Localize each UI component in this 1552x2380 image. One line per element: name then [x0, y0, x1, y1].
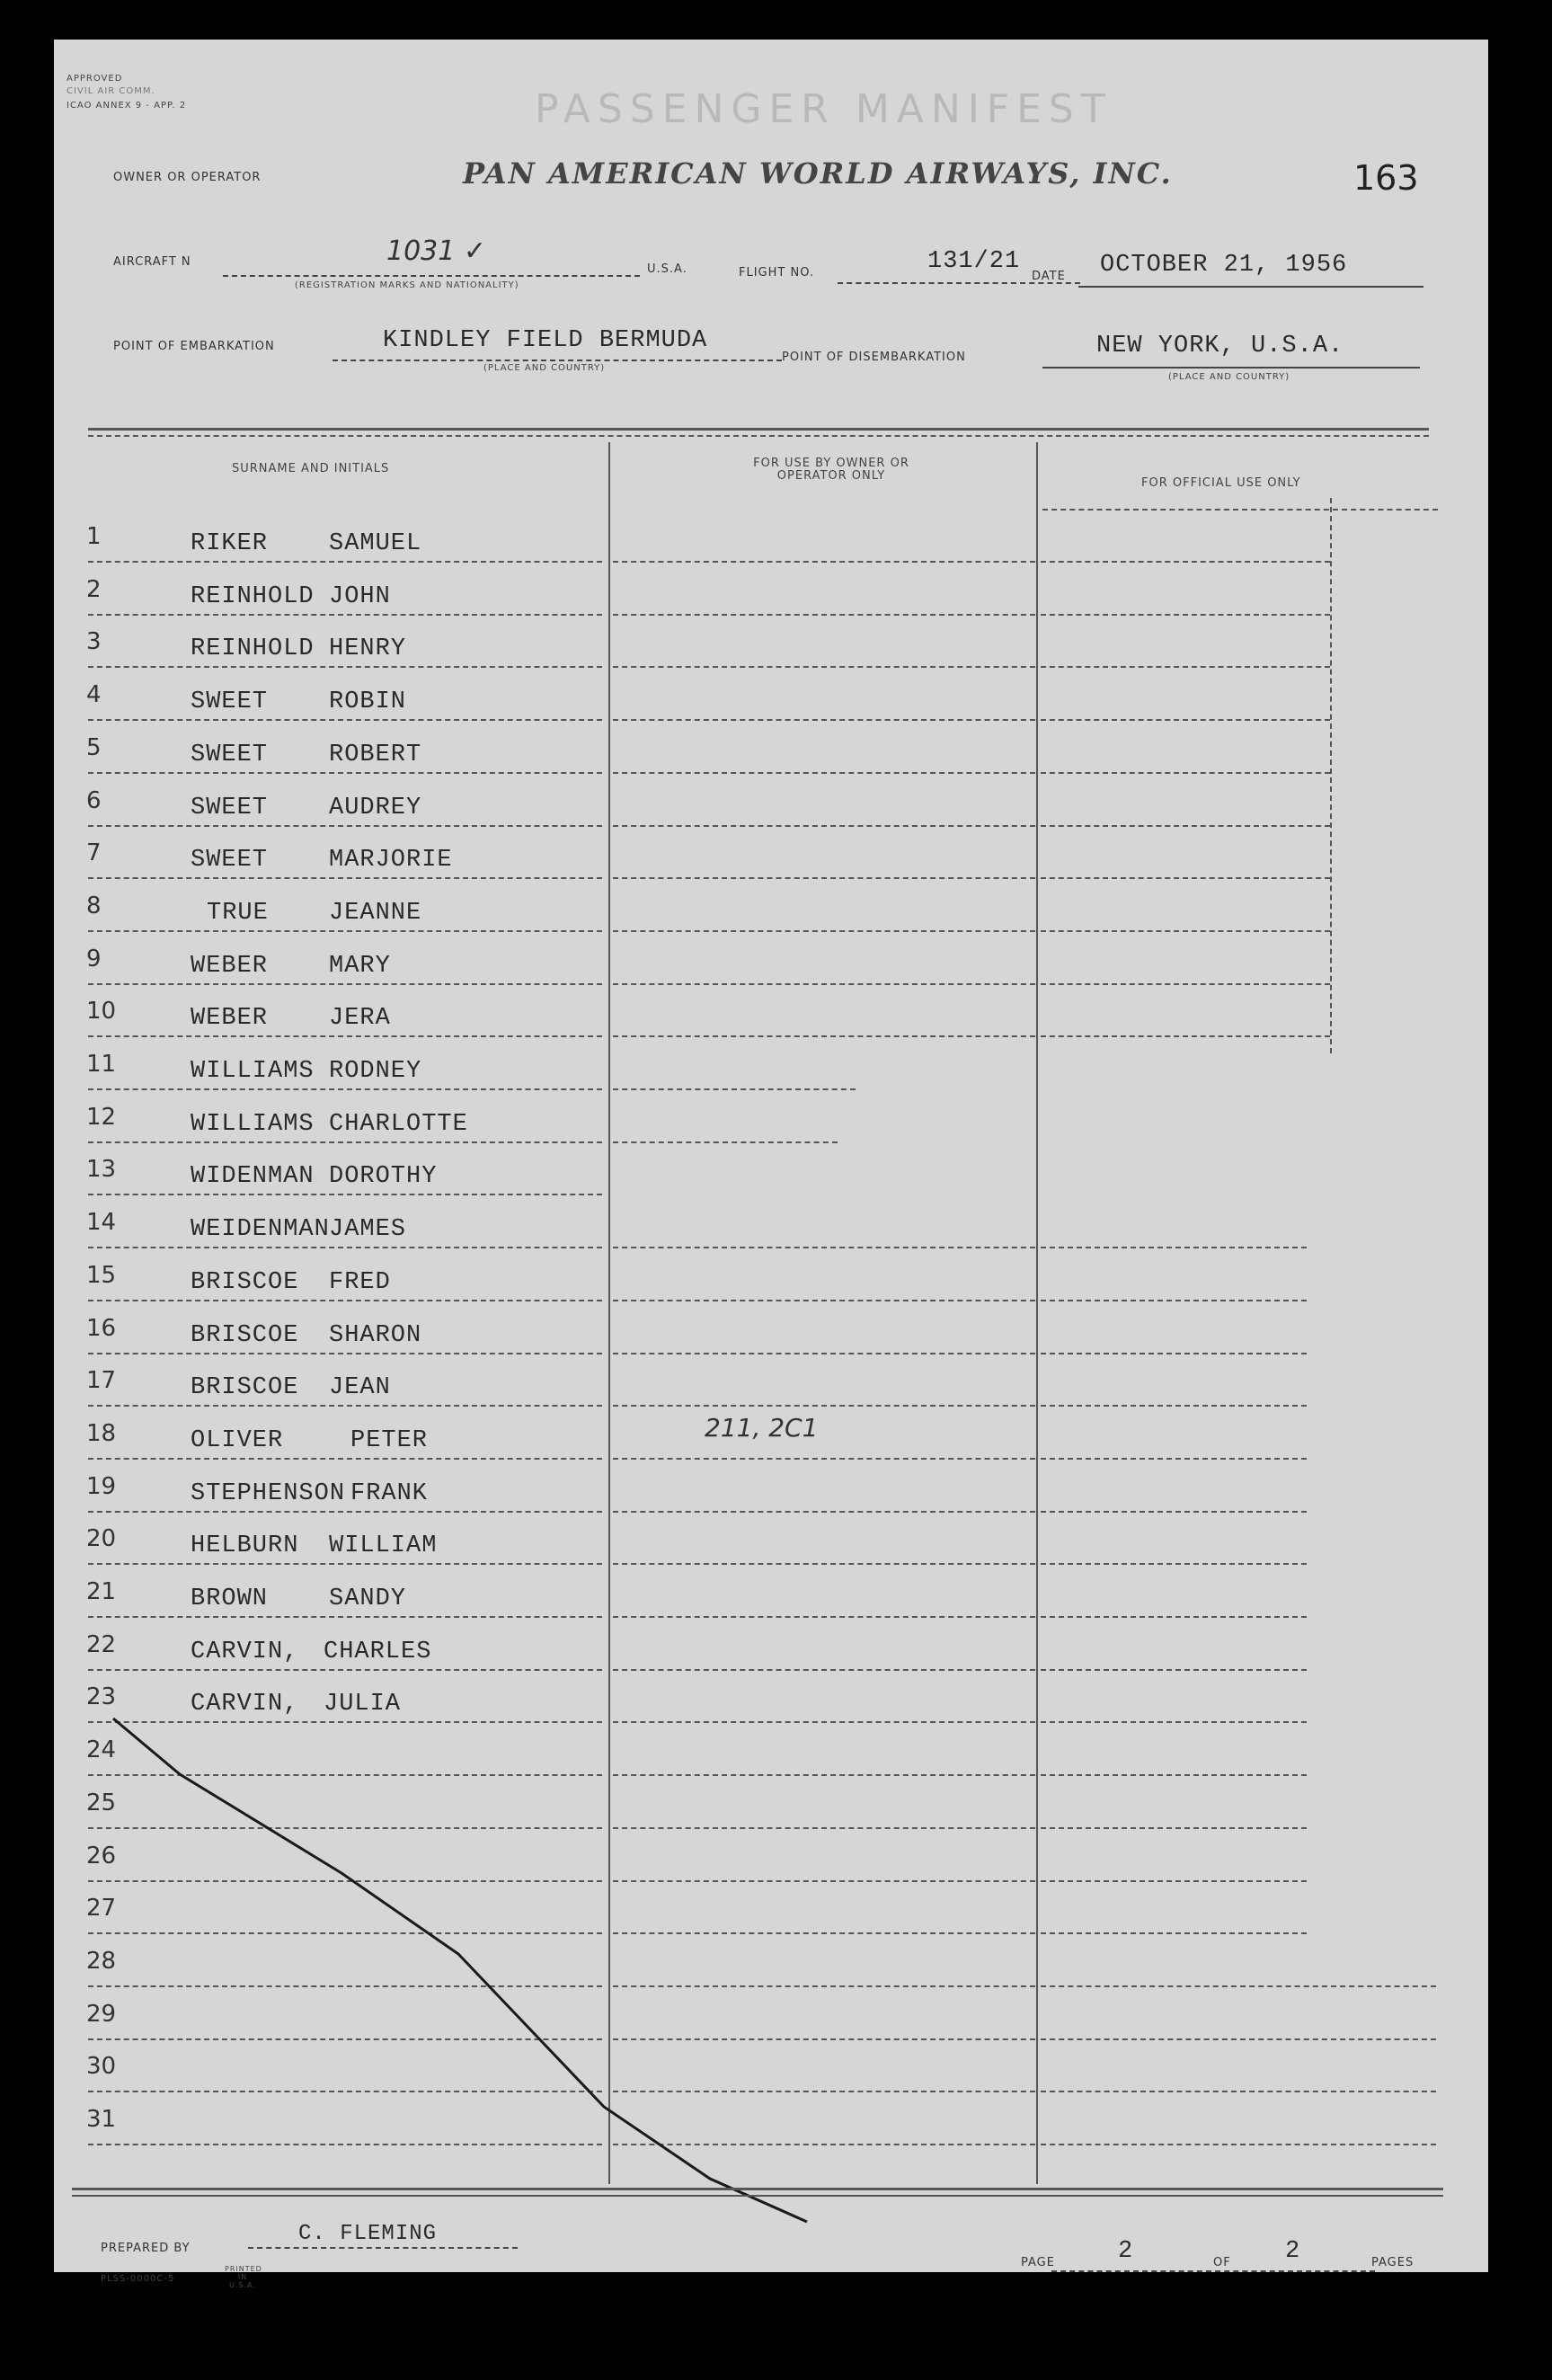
passenger-surname: SWEET	[191, 795, 269, 821]
passenger-given-name: AUDREY	[329, 795, 422, 821]
col-header-official: FOR OFFICIAL USE ONLY	[1141, 476, 1301, 490]
flight-no-value: 131/21	[927, 248, 1021, 275]
passenger-surname: BRISCOE	[191, 1374, 299, 1401]
passenger-given-name: JEAN	[329, 1374, 391, 1401]
passenger-surname: WILLIAMS	[191, 1111, 315, 1138]
passenger-surname: WEIDENMAN	[191, 1216, 330, 1243]
row-number: 8	[86, 892, 102, 919]
passenger-given-name: WILLIAM	[329, 1532, 438, 1559]
embark-label: POINT OF EMBARKATION	[113, 340, 275, 353]
prepared-by-underline	[248, 2247, 518, 2249]
passenger-given-name: RODNEY	[329, 1058, 422, 1085]
aircraft-number: 1031 ✓	[386, 235, 487, 267]
manifest-sheet	[54, 40, 1488, 2289]
row-number: 30	[86, 2053, 117, 2080]
passenger-surname: RIKER	[191, 530, 269, 557]
passenger-given-name: MARY	[329, 953, 391, 980]
row-number: 18	[86, 1420, 117, 1447]
row-number: 25	[86, 1789, 117, 1816]
passenger-surname: STEPHENSON	[191, 1480, 346, 1507]
page-value: 2	[1118, 2238, 1134, 2265]
passenger-given-name: PETER	[350, 1427, 429, 1454]
row-number: 13	[86, 1156, 117, 1183]
prepared-by-label: PREPARED BY	[101, 2242, 191, 2255]
row-number: 3	[86, 628, 102, 655]
row-number: 26	[86, 1843, 117, 1869]
row-number: 19	[86, 1473, 117, 1500]
passenger-given-name: MARJORIE	[329, 847, 453, 874]
row-number: 1	[86, 523, 102, 550]
passenger-given-name: SHARON	[329, 1322, 422, 1349]
row-number: 4	[86, 681, 102, 708]
row-number: 20	[86, 1525, 117, 1552]
passenger-given-name: FRANK	[350, 1480, 429, 1507]
form-code: PLSS-0000C-5	[101, 2274, 175, 2284]
passenger-given-name: SANDY	[329, 1585, 407, 1612]
table-bottom-rule-2	[72, 2195, 1443, 2197]
pages-label: PAGES	[1371, 2256, 1415, 2269]
disembark-caption: (PLACE AND COUNTRY)	[1168, 372, 1290, 382]
row-number: 10	[86, 998, 117, 1025]
row-number: 23	[86, 1683, 117, 1710]
passenger-surname: BRISCOE	[191, 1322, 299, 1349]
row-number: 31	[86, 2106, 117, 2133]
passenger-given-name: ROBERT	[329, 742, 422, 768]
prepared-by-value: C. FLEMING	[298, 2222, 438, 2246]
row-number: 7	[86, 839, 102, 866]
row-number: 16	[86, 1315, 117, 1342]
row-number: 5	[86, 734, 102, 761]
passenger-given-name: JEANNE	[329, 900, 422, 927]
passenger-surname: WILLIAMS	[191, 1058, 315, 1085]
embark-value: KINDLEY FIELD BERMUDA	[383, 327, 708, 354]
passenger-surname: WIDENMAN	[191, 1163, 315, 1190]
of-value: 2	[1285, 2238, 1301, 2265]
passenger-surname: WEBER	[191, 953, 269, 980]
unused-rows-strikethrough	[54, 40, 1488, 2272]
disembark-label: POINT OF DISEMBARKATION	[782, 351, 966, 364]
passenger-given-name: HENRY	[329, 635, 407, 662]
passenger-given-name: JAMES	[329, 1216, 407, 1243]
icao-reference: ICAO ANNEX 9 - APP. 2	[67, 101, 187, 111]
passenger-surname: BROWN	[191, 1585, 269, 1612]
passenger-given-name: ROBIN	[329, 688, 407, 715]
sheet-number: 163	[1353, 158, 1419, 198]
page-underline	[1051, 2270, 1375, 2272]
col-header-owner: FOR USE BY OWNER OR OPERATOR ONLY	[753, 457, 909, 483]
passenger-given-name: JOHN	[329, 583, 391, 610]
row-number: 12	[86, 1104, 117, 1131]
usa-label: U.S.A.	[647, 262, 687, 276]
row-number: 2	[86, 576, 102, 603]
passenger-given-name: FRED	[329, 1269, 391, 1296]
row-number: 28	[86, 1948, 117, 1975]
passenger-surname: CARVIN,	[191, 1638, 299, 1665]
passenger-surname: BRISCOE	[191, 1269, 299, 1296]
passenger-surname: SWEET	[191, 688, 269, 715]
row-number: 9	[86, 946, 102, 972]
row-number: 21	[86, 1578, 117, 1605]
passenger-surname: REINHOLD	[191, 635, 315, 662]
date-value: OCTOBER 21, 1956	[1100, 252, 1348, 279]
row-number: 22	[86, 1631, 117, 1658]
approved-label: APPROVED	[67, 74, 123, 84]
row-number: 29	[86, 2001, 117, 2028]
row-number: 27	[86, 1895, 117, 1922]
passenger-given-name: SAMUEL	[329, 530, 422, 557]
date-label: DATE	[1032, 270, 1066, 283]
passenger-given-name: CHARLOTTE	[329, 1111, 468, 1138]
disembark-value: NEW YORK, U.S.A.	[1096, 333, 1344, 360]
printed-stamp: PRINTED IN U.S.A.	[225, 2265, 262, 2289]
form-title: PASSENGER MANIFEST	[535, 86, 1113, 132]
aircraft-label: AIRCRAFT N	[113, 255, 191, 269]
owner-note-row-18: 211, 2C1	[705, 1413, 819, 1443]
col-header-surname: SURNAME AND INITIALS	[232, 462, 390, 475]
row-number: 24	[86, 1736, 117, 1763]
passenger-surname: OLIVER	[191, 1427, 284, 1454]
passenger-given-name: JULIA	[324, 1691, 402, 1718]
page-label: PAGE	[1021, 2256, 1055, 2269]
passenger-surname: WEBER	[191, 1005, 269, 1032]
registration-caption: (REGISTRATION MARKS AND NATIONALITY)	[295, 280, 519, 290]
passenger-surname: SWEET	[191, 847, 269, 874]
approved-sub: CIVIL AIR COMM.	[67, 86, 155, 96]
passenger-surname: CARVIN,	[191, 1691, 299, 1718]
flight-no-label: FLIGHT NO.	[739, 266, 815, 280]
passenger-given-name: CHARLES	[324, 1638, 432, 1665]
passenger-surname: TRUE	[207, 900, 269, 927]
company-name: PAN AMERICAN WORLD AIRWAYS, INC.	[463, 156, 1173, 191]
of-label: OF	[1213, 2256, 1231, 2269]
row-number: 11	[86, 1051, 117, 1078]
row-number: 17	[86, 1367, 117, 1394]
passenger-given-name: JERA	[329, 1005, 391, 1032]
passenger-surname: REINHOLD	[191, 583, 315, 610]
passenger-surname: SWEET	[191, 742, 269, 768]
passenger-given-name: DOROTHY	[329, 1163, 438, 1190]
embark-caption: (PLACE AND COUNTRY)	[483, 363, 606, 373]
passenger-surname: HELBURN	[191, 1532, 299, 1559]
owner-label: OWNER OR OPERATOR	[113, 171, 262, 184]
row-number: 14	[86, 1209, 117, 1236]
table-bottom-rule	[72, 2188, 1443, 2190]
row-number: 15	[86, 1262, 117, 1289]
row-number: 6	[86, 787, 102, 814]
